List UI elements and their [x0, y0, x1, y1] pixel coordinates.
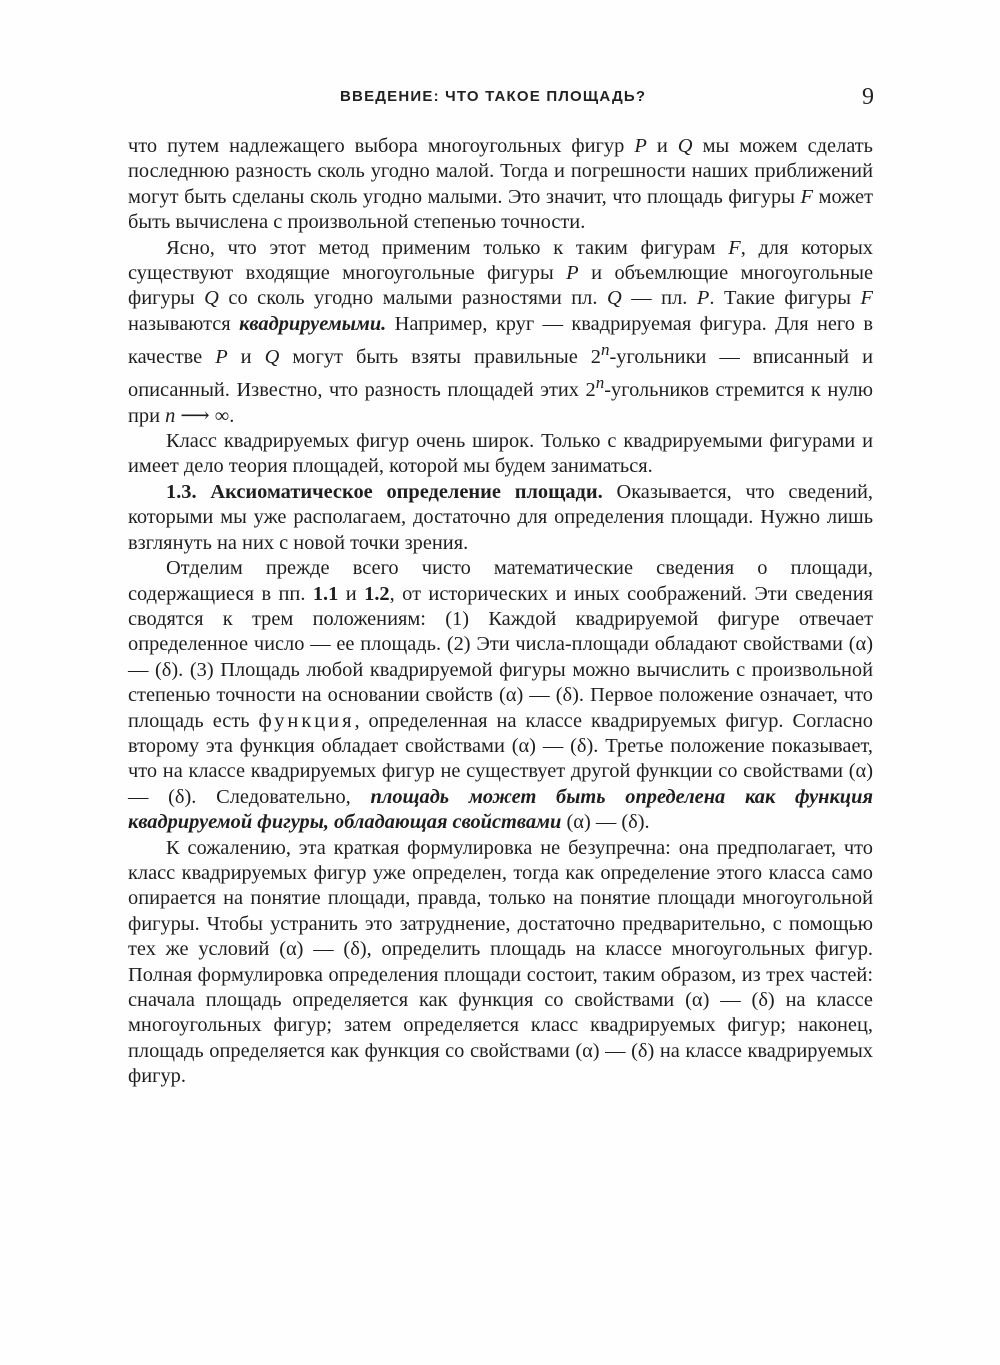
text-run: Ясно, что этот метод применим только к таким фигурам [166, 236, 729, 259]
text-run: называются [128, 312, 240, 335]
paragraph-6 [128, 836, 873, 1090]
emphasized-definition: площадь может быть определена как функция квадрируемой фигуры, обладающая свойствами [128, 785, 873, 834]
superscript: n [601, 340, 610, 360]
math-variable: n [165, 404, 176, 427]
paragraph-1 [128, 134, 873, 236]
page-number: 9 [862, 84, 874, 110]
math-variable: P [696, 287, 710, 310]
math-variable: P [215, 346, 228, 369]
paragraph-4 [128, 480, 873, 556]
text-run: — пл. [621, 287, 697, 310]
section-reference: 1.2 [364, 582, 390, 605]
text-run: Класс квадрируемых фигур очень широк. Только с квадрируемыми фигурами и имеет дело теория площадей, которой мы будем заниматься. [128, 430, 873, 478]
math-variable: F [800, 185, 814, 208]
text-run: Оказывается, что сведений, которыми мы уже располагаем, достаточно для определения площади. Нужно лишь взглянуть на них с новой точки зрения. [128, 480, 873, 554]
text-run: могут быть взяты правильные 2 [279, 346, 601, 369]
text-run: мы можем сделать последнюю разность сколь угодно малой. Тогда и погрешности наших приближений могут быть сделаны сколь угодно малыми. Это значит, что площадь фигуры [128, 135, 873, 208]
text-run: со сколь угодно малыми разностями пл. [218, 287, 607, 310]
text-run: -угольники — вписанный и описанный. Известно, что разность площадей этих 2 [128, 346, 873, 402]
text-run: К сожалению, эта краткая формулировка не безупречна: она предполагает, что класс квадрируемых фигур уже определен, тогда как определение этого класса само опирается на понятие площади, правда, только на понятие площади многоугольной фигуры. Чтобы устранить это затруднение, достаточно предварительно, с помощью тех же условий (α) — (δ), определить площадь на классе многоугольных фигур. Полная формулировка определения площади состоит, таким образом, из трех частей: сначала площадь определяется как функция со свойствами (α) — (δ) на классе многоугольных фигур; затем определяется класс квадрируемых фигур; наконец, площадь определяется как функция со свойствами (α) — (δ) на классе квадрируемых фигур. [128, 836, 873, 1088]
math-variable: P [566, 262, 579, 285]
text-run: ⟶ ∞. [175, 404, 235, 427]
text-run: и [646, 135, 678, 157]
text-run: может быть вычислена с произвольной степенью точности. [128, 185, 873, 234]
text-run: Например, круг — квадрируемая фигура. Для него в качестве [128, 312, 873, 369]
section-reference: 1.1 [312, 582, 339, 605]
text-run: что путем надлежащего выбора многоугольных фигур [128, 135, 635, 157]
text-run: , от исторических и иных соображений. Эти сведения сводятся к трем положениям: (1) Каждой квадрируемой фигуре отвечает определенное число — ее площадь. (2) Эти числа-площади обладают свойствами (α) — (δ). (3) Площадь любой квадрируемой фигуры можно вычислить с произвольной степенью точности на основании свойств (α) — (δ). Первое положение означает, что площадь есть [128, 582, 873, 732]
text-run: и [227, 346, 265, 369]
spaced-term: функция [258, 709, 355, 732]
text-run: (α) — (δ). [561, 811, 650, 834]
math-variable: P [634, 135, 647, 157]
paragraph-3 [128, 429, 873, 480]
text-run: , определенная на классе квадрируемых фигур. Согласно второму эта функция обладает свойствами (α) — (δ). Третье положение показывает, что на классе квадрируемых фигур не существует другой функции со свойствами (α) — (δ). Следовательно, [128, 709, 873, 808]
text-run: и [338, 582, 365, 605]
text-run: , для которых существуют входящие многоугольные фигуры [128, 236, 873, 285]
text-run: . Такие фигуры [709, 287, 861, 310]
paragraph-5 [128, 556, 873, 835]
paragraph-2 [128, 236, 873, 429]
running-head: ВВЕДЕНИЕ: ЧТО ТАКОЕ ПЛОЩАДЬ? [340, 88, 647, 105]
math-variable: Q [677, 135, 693, 157]
math-variable: Q [204, 287, 219, 310]
math-variable: F [728, 236, 741, 259]
section-heading: 1.3. Аксиоматическое определение площади. [166, 480, 603, 503]
text-run: и объемлющие многоугольные фигуры [128, 262, 873, 310]
text-run: Отделим прежде всего чисто математические сведения о площади, содержащиеся в пп. [128, 557, 873, 605]
body-text [128, 134, 873, 1090]
math-variable: F [860, 287, 873, 310]
math-variable: Q [264, 346, 280, 369]
superscript: n [595, 373, 605, 393]
text-run: -угольников стремится к нулю при [128, 379, 873, 427]
math-variable: Q [606, 287, 622, 310]
emphasized-term: квадрируемыми. [239, 312, 387, 335]
